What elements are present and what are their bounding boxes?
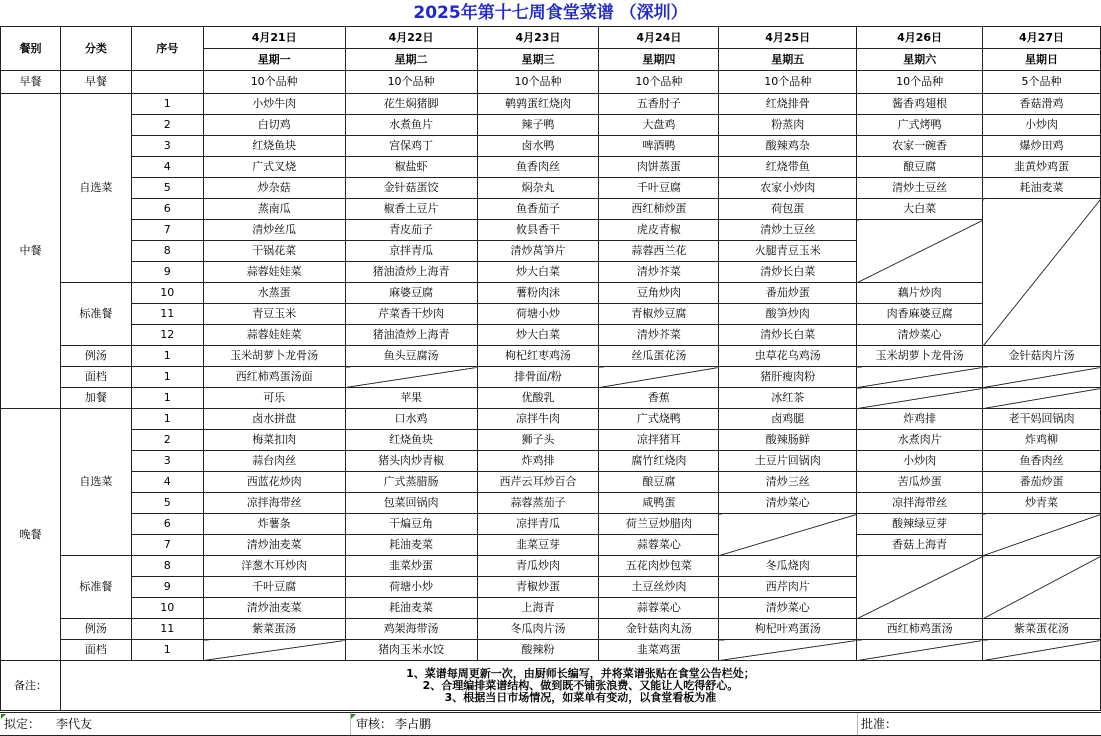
dish-cell: 大白菜: [857, 199, 983, 220]
dish-cell: 紫菜蛋汤: [203, 619, 345, 640]
dish-cell: 白切鸡: [203, 115, 345, 136]
seq-cell: 11: [131, 304, 203, 325]
seq-cell: 2: [131, 430, 203, 451]
dish-cell: 酸辣粉: [477, 640, 599, 661]
dish-cell: 蒜蓉菜心: [599, 598, 719, 619]
table-row: [1, 640, 1101, 661]
dish-cell: 老干妈回锅肉: [983, 409, 1101, 430]
dish-cell: 荷兰豆炒腊肉: [599, 514, 719, 535]
dish-cell: 清炒莴笋片: [477, 241, 599, 262]
dish-cell: 优酸乳: [477, 388, 599, 409]
empty-cell: [599, 367, 719, 388]
dish-cell: 凉拌海带丝: [857, 493, 983, 514]
table-row: [1, 346, 1101, 367]
notes-text: [60, 661, 1100, 711]
category-label: 面档: [60, 640, 131, 661]
dish-cell: 藕片炒肉: [857, 283, 983, 304]
dish-cell: 豆角炒肉: [599, 283, 719, 304]
dish-cell: 爆炒田鸡: [983, 136, 1101, 157]
dish-cell: 红烧鱼块: [203, 136, 345, 157]
dish-cell: 酱香鸡翅根: [857, 94, 983, 115]
dish-cell: 香蕉: [599, 388, 719, 409]
dish-cell: 广式叉烧: [203, 157, 345, 178]
seq-cell: 5: [131, 493, 203, 514]
dish-cell: 清炒土豆丝: [719, 220, 857, 241]
dish-cell: 千叶豆腐: [599, 178, 719, 199]
category-label: 早餐: [60, 71, 131, 94]
dish-cell: 红烧带鱼: [719, 157, 857, 178]
dish-cell: 辣子鸭: [477, 115, 599, 136]
seq-cell: 3: [131, 451, 203, 472]
dish-cell: 农家小炒肉: [719, 178, 857, 199]
dish-cell: 番茄炒蛋: [719, 283, 857, 304]
seq-cell: 6: [131, 199, 203, 220]
empty-cell: [983, 556, 1101, 619]
dish-cell: 5个品种: [983, 71, 1101, 94]
table-row: [1, 136, 1101, 157]
dish-cell: 排骨面/粉: [477, 367, 599, 388]
dish-cell: 啤酒鸭: [599, 136, 719, 157]
dish-cell: 丝瓜蛋花汤: [599, 346, 719, 367]
seq-cell: 2: [131, 115, 203, 136]
dish-cell: 紫菜蛋花汤: [983, 619, 1101, 640]
dish-cell: 香菇上海青: [857, 535, 983, 556]
dish-cell: 口水鸡: [345, 409, 477, 430]
seq-cell: 1: [131, 346, 203, 367]
dish-cell: 鱼香肉丝: [983, 451, 1101, 472]
dish-cell: 包菜回锅肉: [345, 493, 477, 514]
dish-cell: 鹌鹑蛋红烧肉: [477, 94, 599, 115]
dish-cell: 苦瓜炒蛋: [857, 472, 983, 493]
table-row: [1, 514, 1101, 535]
seq-cell: 6: [131, 514, 203, 535]
dish-cell: 鱼香茄子: [477, 199, 599, 220]
seq-header: 序号: [131, 27, 203, 71]
dish-cell: 清炒长白菜: [719, 262, 857, 283]
empty-cell: [983, 199, 1101, 346]
table-row: [1, 388, 1101, 409]
seq-cell: 1: [131, 640, 203, 661]
seq-cell: 9: [131, 262, 203, 283]
dish-cell: 猪油渣炒上海青: [345, 325, 477, 346]
seq-cell: 8: [131, 241, 203, 262]
date-header: 4月22日: [345, 27, 477, 49]
dish-cell: 蒜蓉菜心: [599, 535, 719, 556]
table-row: [1, 661, 1101, 711]
dish-cell: 韭黄炒鸡蛋: [983, 157, 1101, 178]
dish-cell: 苹果: [345, 388, 477, 409]
dish-cell: 农家一碗香: [857, 136, 983, 157]
dish-cell: 金针菇蛋饺: [345, 178, 477, 199]
dish-cell: 耗油麦菜: [345, 535, 477, 556]
dish-cell: 清炒油麦菜: [203, 598, 345, 619]
table-row: [1, 493, 1101, 514]
dish-cell: 清炒芥菜: [599, 325, 719, 346]
dish-cell: 西蓝花炒肉: [203, 472, 345, 493]
dish-cell: 冬瓜肉片汤: [477, 619, 599, 640]
dish-cell: 西红柿炒蛋: [599, 199, 719, 220]
dish-cell: 玉米胡萝卜龙骨汤: [203, 346, 345, 367]
dish-cell: 焖杂丸: [477, 178, 599, 199]
dish-cell: 红烧鱼块: [345, 430, 477, 451]
seq-cell: 1: [131, 94, 203, 115]
dish-cell: 椒盐虾: [345, 157, 477, 178]
dish-cell: 清炒菜心: [719, 598, 857, 619]
dish-cell: 蒜台肉丝: [203, 451, 345, 472]
dish-cell: 腐竹红烧肉: [599, 451, 719, 472]
dish-cell: 酸辣绿豆芽: [857, 514, 983, 535]
dish-cell: 荷塘小炒: [345, 577, 477, 598]
dish-cell: 西芹云耳炒百合: [477, 472, 599, 493]
dish-cell: 鸡架海带汤: [345, 619, 477, 640]
dish-cell: 10个品种: [599, 71, 719, 94]
dish-cell: 耗油麦菜: [345, 598, 477, 619]
empty-cell: [857, 640, 983, 661]
seq-cell: 10: [131, 598, 203, 619]
table-row: [1, 619, 1101, 640]
meal-label: 早餐: [1, 71, 61, 94]
category-label: 自选菜: [60, 94, 131, 283]
meal-label: 晚餐: [1, 409, 61, 661]
empty-cell: [345, 367, 477, 388]
dish-cell: 猪油渣炒上海青: [345, 262, 477, 283]
category-label: 标准餐: [60, 283, 131, 346]
review-label: 审核：: [356, 717, 393, 731]
weekday-header: 星期日: [983, 49, 1101, 71]
category-label: 自选菜: [60, 409, 131, 556]
dish-cell: 青椒炒豆腐: [599, 304, 719, 325]
seq-cell: 1: [131, 367, 203, 388]
seq-cell: [131, 71, 203, 94]
dish-cell: 玉米胡萝卜龙骨汤: [857, 346, 983, 367]
dish-cell: 蒜蓉娃娃菜: [203, 325, 345, 346]
dish-cell: 炒杂菇: [203, 178, 345, 199]
dish-cell: 酸笋炒肉: [719, 304, 857, 325]
category-label: 面档: [60, 367, 131, 388]
dish-cell: 猪头肉炒青椒: [345, 451, 477, 472]
empty-cell: [203, 640, 345, 661]
dish-cell: 广式烧鸭: [599, 409, 719, 430]
seq-cell: 10: [131, 283, 203, 304]
empty-cell: [719, 640, 857, 661]
dish-cell: 清炒芥菜: [599, 262, 719, 283]
table-row: [1, 283, 1101, 304]
empty-cell: [983, 640, 1101, 661]
seq-cell: 4: [131, 472, 203, 493]
dish-cell: 10个品种: [719, 71, 857, 94]
dish-cell: 肉饼蒸蛋: [599, 157, 719, 178]
signature-footer: [0, 712, 1101, 736]
dish-cell: 水蒸蛋: [203, 283, 345, 304]
table-row: [1, 220, 1101, 241]
dish-cell: 韭菜豆芽: [477, 535, 599, 556]
drafted-by: 李代友: [56, 717, 93, 731]
dish-cell: 炒大白菜: [477, 325, 599, 346]
dish-cell: 西红柿鸡蛋汤面: [203, 367, 345, 388]
table-row: [1, 157, 1101, 178]
dish-cell: 凉拌青瓜: [477, 514, 599, 535]
dish-cell: 青瓜炒肉: [477, 556, 599, 577]
table-row: [1, 115, 1101, 136]
weekday-header: 星期五: [719, 49, 857, 71]
dish-cell: 冬瓜烧肉: [719, 556, 857, 577]
dish-cell: 水煮鱼片: [345, 115, 477, 136]
reviewed-by: 李占鹏: [395, 717, 432, 731]
dish-cell: 清炒三丝: [719, 472, 857, 493]
dish-cell: 炸鸡排: [857, 409, 983, 430]
dish-cell: 蒜蓉娃娃菜: [203, 262, 345, 283]
dish-cell: 卤水鸭: [477, 136, 599, 157]
dish-cell: 枸杞红枣鸡汤: [477, 346, 599, 367]
dish-cell: 酸辣肠鲜: [719, 430, 857, 451]
dish-cell: 麻婆豆腐: [345, 283, 477, 304]
dish-cell: 韭菜鸡蛋: [599, 640, 719, 661]
menu-title: 2025年第十七周食堂菜谱 （深圳）: [413, 3, 688, 23]
dish-cell: 干锅花菜: [203, 241, 345, 262]
dish-cell: 薯粉肉沫: [477, 283, 599, 304]
category-label: 例汤: [60, 619, 131, 640]
dish-cell: 芹菜香干炒肉: [345, 304, 477, 325]
dish-cell: 荷塘小炒: [477, 304, 599, 325]
dish-cell: 炒青菜: [983, 493, 1101, 514]
dish-cell: 鱼头豆腐汤: [345, 346, 477, 367]
table-row: [1, 27, 1101, 49]
dish-cell: 五香肘子: [599, 94, 719, 115]
dish-cell: 10个品种: [477, 71, 599, 94]
dish-cell: 冰红茶: [719, 388, 857, 409]
dish-cell: 梅菜扣肉: [203, 430, 345, 451]
table-row: [1, 409, 1101, 430]
dish-cell: 椒香土豆片: [345, 199, 477, 220]
notes-line: 3、根据当日市场情况，如菜单有变动，以食堂看板为准: [444, 690, 717, 704]
table-row: [1, 367, 1101, 388]
table-row: [1, 304, 1101, 325]
dish-cell: 10个品种: [857, 71, 983, 94]
category-header: 分类: [60, 27, 131, 71]
dish-cell: 肉香麻婆豆腐: [857, 304, 983, 325]
date-header: 4月27日: [983, 27, 1101, 49]
empty-cell: [983, 388, 1101, 409]
dish-cell: 清炒丝瓜: [203, 220, 345, 241]
seq-cell: 4: [131, 157, 203, 178]
dish-cell: 咸鸭蛋: [599, 493, 719, 514]
dish-cell: 清炒土豆丝: [857, 178, 983, 199]
table-row: [1, 94, 1101, 115]
weekday-header: 星期一: [203, 49, 345, 71]
dish-cell: 土豆片回锅肉: [719, 451, 857, 472]
dish-cell: 荷包蛋: [719, 199, 857, 220]
seq-cell: 8: [131, 556, 203, 577]
dish-cell: 凉拌海带丝: [203, 493, 345, 514]
dish-cell: 金针菇肉片汤: [983, 346, 1101, 367]
dish-cell: 小炒肉: [983, 115, 1101, 136]
dish-cell: 卤水拼盘: [203, 409, 345, 430]
dish-cell: 青皮茄子: [345, 220, 477, 241]
dish-cell: 西芹肉片: [719, 577, 857, 598]
dish-cell: 青豆玉米: [203, 304, 345, 325]
meal-header: 餐别: [1, 27, 61, 71]
dish-cell: 酿豆腐: [857, 157, 983, 178]
dish-cell: 千叶豆腐: [203, 577, 345, 598]
seq-cell: 7: [131, 220, 203, 241]
dish-cell: 炸鸡排: [477, 451, 599, 472]
dish-cell: 炸鸡柳: [983, 430, 1101, 451]
weekday-header: 星期四: [599, 49, 719, 71]
dish-cell: 广式蒸腊肠: [345, 472, 477, 493]
dish-cell: 粉蒸肉: [719, 115, 857, 136]
dish-cell: 狮子头: [477, 430, 599, 451]
dish-cell: 金针菇肉丸汤: [599, 619, 719, 640]
dish-cell: 火腿青豆玉米: [719, 241, 857, 262]
dish-cell: 宫保鸡丁: [345, 136, 477, 157]
dish-cell: 鱼香肉丝: [477, 157, 599, 178]
seq-cell: 7: [131, 535, 203, 556]
seq-cell: 5: [131, 178, 203, 199]
dish-cell: 小炒牛肉: [203, 94, 345, 115]
dish-cell: 蒜蓉蒸茄子: [477, 493, 599, 514]
dish-cell: 虎皮青椒: [599, 220, 719, 241]
table-row: [1, 199, 1101, 220]
dish-cell: 番茄炒蛋: [983, 472, 1101, 493]
dish-cell: 耗油麦菜: [983, 178, 1101, 199]
meal-label: 中餐: [1, 94, 61, 409]
category-label: 加餐: [60, 388, 131, 409]
dish-cell: 攸县香干: [477, 220, 599, 241]
table-row: [1, 451, 1101, 472]
dish-cell: 西红柿鸡蛋汤: [857, 619, 983, 640]
seq-cell: 1: [131, 388, 203, 409]
empty-cell: [857, 220, 983, 283]
seq-cell: 9: [131, 577, 203, 598]
dish-cell: 干煸豆角: [345, 514, 477, 535]
dish-cell: 小炒肉: [857, 451, 983, 472]
dish-cell: 土豆丝炒肉: [599, 577, 719, 598]
category-label: 例汤: [60, 346, 131, 367]
dish-cell: 青椒炒蛋: [477, 577, 599, 598]
empty-cell: [719, 514, 857, 556]
table-row: [1, 178, 1101, 199]
dish-cell: 上海青: [477, 598, 599, 619]
table-row: [1, 535, 1101, 556]
dish-cell: 韭菜炒蛋: [345, 556, 477, 577]
category-label: 标准餐: [60, 556, 131, 619]
dish-cell: 虫草花乌鸡汤: [719, 346, 857, 367]
notes-label: 备注：: [1, 661, 61, 711]
seq-cell: 3: [131, 136, 203, 157]
notes-line: 2、合理编排菜谱结构、做到既不铺张浪费、又能让人吃得舒心。: [422, 678, 739, 692]
table-row: [1, 430, 1101, 451]
menu-table: [0, 26, 1101, 711]
dish-cell: 水煮肉片: [857, 430, 983, 451]
empty-cell: [857, 367, 983, 388]
seq-cell: 1: [131, 409, 203, 430]
dish-cell: 猪肝瘦肉粉: [719, 367, 857, 388]
dish-cell: 酸辣鸡杂: [719, 136, 857, 157]
dish-cell: 炸薯条: [203, 514, 345, 535]
notes-line: 1、菜谱每周更新一次，由厨师长编写，并将菜谱张贴在食堂公告栏处；: [406, 666, 755, 680]
dish-cell: 凉拌猪耳: [599, 430, 719, 451]
table-row: [1, 472, 1101, 493]
dish-cell: 10个品种: [345, 71, 477, 94]
dish-cell: 京拌青瓜: [345, 241, 477, 262]
weekday-header: 星期三: [477, 49, 599, 71]
table-row: [1, 71, 1101, 94]
dish-cell: 炒大白菜: [477, 262, 599, 283]
dish-cell: 香菇滑鸡: [983, 94, 1101, 115]
seq-cell: 12: [131, 325, 203, 346]
dish-cell: 红烧排骨: [719, 94, 857, 115]
empty-cell: [983, 514, 1101, 556]
date-header: 4月21日: [203, 27, 345, 49]
empty-cell: [983, 367, 1101, 388]
table-row: [1, 325, 1101, 346]
dish-cell: 可乐: [203, 388, 345, 409]
drafted-label: 拟定：: [4, 717, 41, 731]
date-header: 4月26日: [857, 27, 983, 49]
empty-cell: [857, 388, 983, 409]
dish-cell: 猪肉玉米水饺: [345, 640, 477, 661]
dish-cell: 广式烤鸭: [857, 115, 983, 136]
dish-cell: 枸杞叶鸡蛋汤: [719, 619, 857, 640]
dish-cell: 酿豆腐: [599, 472, 719, 493]
table-row: [1, 556, 1101, 577]
empty-cell: [857, 556, 983, 619]
dish-cell: 清炒长白菜: [719, 325, 857, 346]
date-header: 4月24日: [599, 27, 719, 49]
dish-cell: 清炒油麦菜: [203, 535, 345, 556]
weekday-header: 星期二: [345, 49, 477, 71]
dish-cell: 洋葱木耳炒肉: [203, 556, 345, 577]
dish-cell: 卤鸡腿: [719, 409, 857, 430]
dish-cell: 大盘鸡: [599, 115, 719, 136]
date-header: 4月23日: [477, 27, 599, 49]
dish-cell: 10个品种: [203, 71, 345, 94]
dish-cell: 清炒菜心: [719, 493, 857, 514]
seq-cell: 11: [131, 619, 203, 640]
date-header: 4月25日: [719, 27, 857, 49]
dish-cell: 五花肉炒包菜: [599, 556, 719, 577]
approve-label: 批准：: [861, 717, 898, 731]
dish-cell: 花生焖猪脚: [345, 94, 477, 115]
dish-cell: 清炒菜心: [857, 325, 983, 346]
dish-cell: 蒜蓉西兰花: [599, 241, 719, 262]
dish-cell: 蒸南瓜: [203, 199, 345, 220]
weekday-header: 星期六: [857, 49, 983, 71]
dish-cell: 凉拌牛肉: [477, 409, 599, 430]
